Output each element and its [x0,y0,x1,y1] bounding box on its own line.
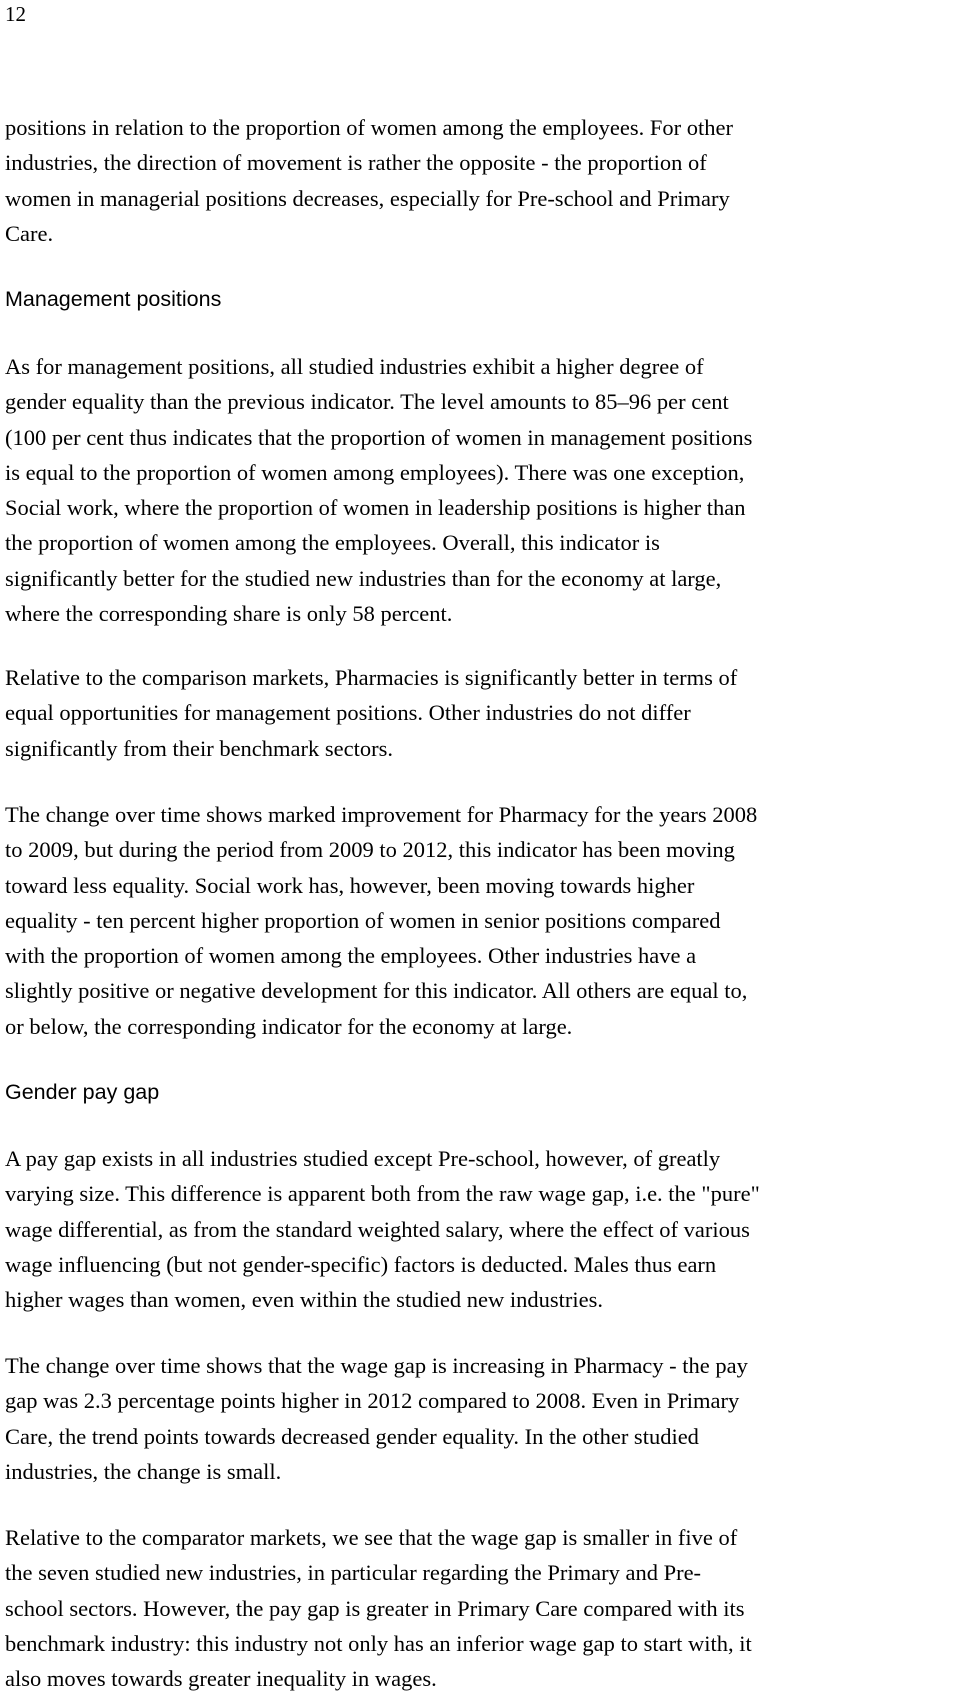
text-line: gap was 2.3 percentage points higher in 2012 compared to 2008. Even in Primary [5,1388,740,1414]
text-line: slightly positive or negative development for this indicator. All others are equal to, [5,978,748,1004]
management-paragraph-2 [5,660,955,766]
text-line: The change over time shows that the wage gap is increasing in Pharmacy - the pay [5,1353,748,1378]
text-line: positions in relation to the proportion of women among the employees. For other [5,115,733,140]
text-line: women in managerial positions decreases, especially for Pre-school and Primary [5,185,730,211]
management-paragraph-1 [5,349,955,631]
section-heading-management: Management positions [5,287,222,311]
text-line: Relative to the comparator markets, we see that the wage gap is smaller in five of [5,1525,738,1550]
text-line: the seven studied new industries, in particular regarding the Primary and Pre- [5,1560,702,1586]
text-line: the proportion of women among the employees. Overall, this indicator is [5,530,660,556]
text-line: benchmark industry: this industry not only has an inferior wage gap to start with, it [5,1630,752,1656]
text-line: wage influencing (but not gender-specific) factors is deducted. Males thus earn [5,1251,717,1277]
text-line: where the corresponding share is only 58 percent. [5,601,453,627]
text-line: The change over time shows marked improvement for Pharmacy for the years 2008 [5,802,758,827]
text-line: industries, the change is small. [5,1458,282,1484]
text-line: gender equality than the previous indicator. The level amounts to 85–96 per cent [5,389,729,415]
paygap-paragraph-1 [5,1141,955,1317]
text-line: industries, the direction of movement is rather the opposite - the proportion of [5,150,707,176]
text-line: equal opportunities for management positions. Other industries do not differ [5,700,691,726]
text-line: significantly from their benchmark sectors. [5,735,394,761]
text-line: is equal to the proportion of women among employees). There was one exception, [5,459,745,485]
text-line: also moves towards greater inequality in wages. [5,1666,437,1692]
text-line: A pay gap exists in all industries studied except Pre-school, however, of greatly [5,1146,721,1171]
text-line: Care, the trend points towards decreased gender equality. In the other studied [5,1423,699,1449]
text-line: Care. [5,220,54,246]
page-number: 12 [5,2,26,26]
text-line: significantly better for the studied new industries than for the economy at large, [5,565,722,591]
text-line: varying size. This difference is apparent both from the raw wage gap, i.e. the "pure" [5,1181,760,1207]
text-line: to 2009, but during the period from 2009 to 2012, this indicator has been moving [5,837,735,863]
paygap-paragraph-3 [5,1520,955,1696]
text-line: Relative to the comparison markets, Pharmacies is significantly better in terms of [5,665,738,690]
text-line: As for management positions, all studied industries exhibit a higher degree of [5,354,704,379]
text-line: toward less equality. Social work has, however, been moving towards higher [5,872,695,898]
text-line: school sectors. However, the pay gap is greater in Primary Care compared with its [5,1595,745,1621]
text-line: with the proportion of women among the employees. Other industries have a [5,943,697,969]
text-line: Social work, where the proportion of women in leadership positions is higher than [5,495,746,521]
management-paragraph-3 [5,797,955,1044]
text-line: wage differential, as from the standard weighted salary, where the effect of various [5,1216,750,1242]
text-line: (100 per cent thus indicates that the proportion of women in management positions [5,424,753,450]
section-heading-paygap: Gender pay gap [5,1080,160,1104]
paygap-paragraph-2 [5,1348,955,1489]
text-line: or below, the corresponding indicator for the economy at large. [5,1013,573,1039]
text-line: equality - ten percent higher proportion of women in senior positions compared [5,907,721,933]
text-line: higher wages than women, even within the studied new industries. [5,1287,603,1313]
intro-paragraph [5,110,955,251]
